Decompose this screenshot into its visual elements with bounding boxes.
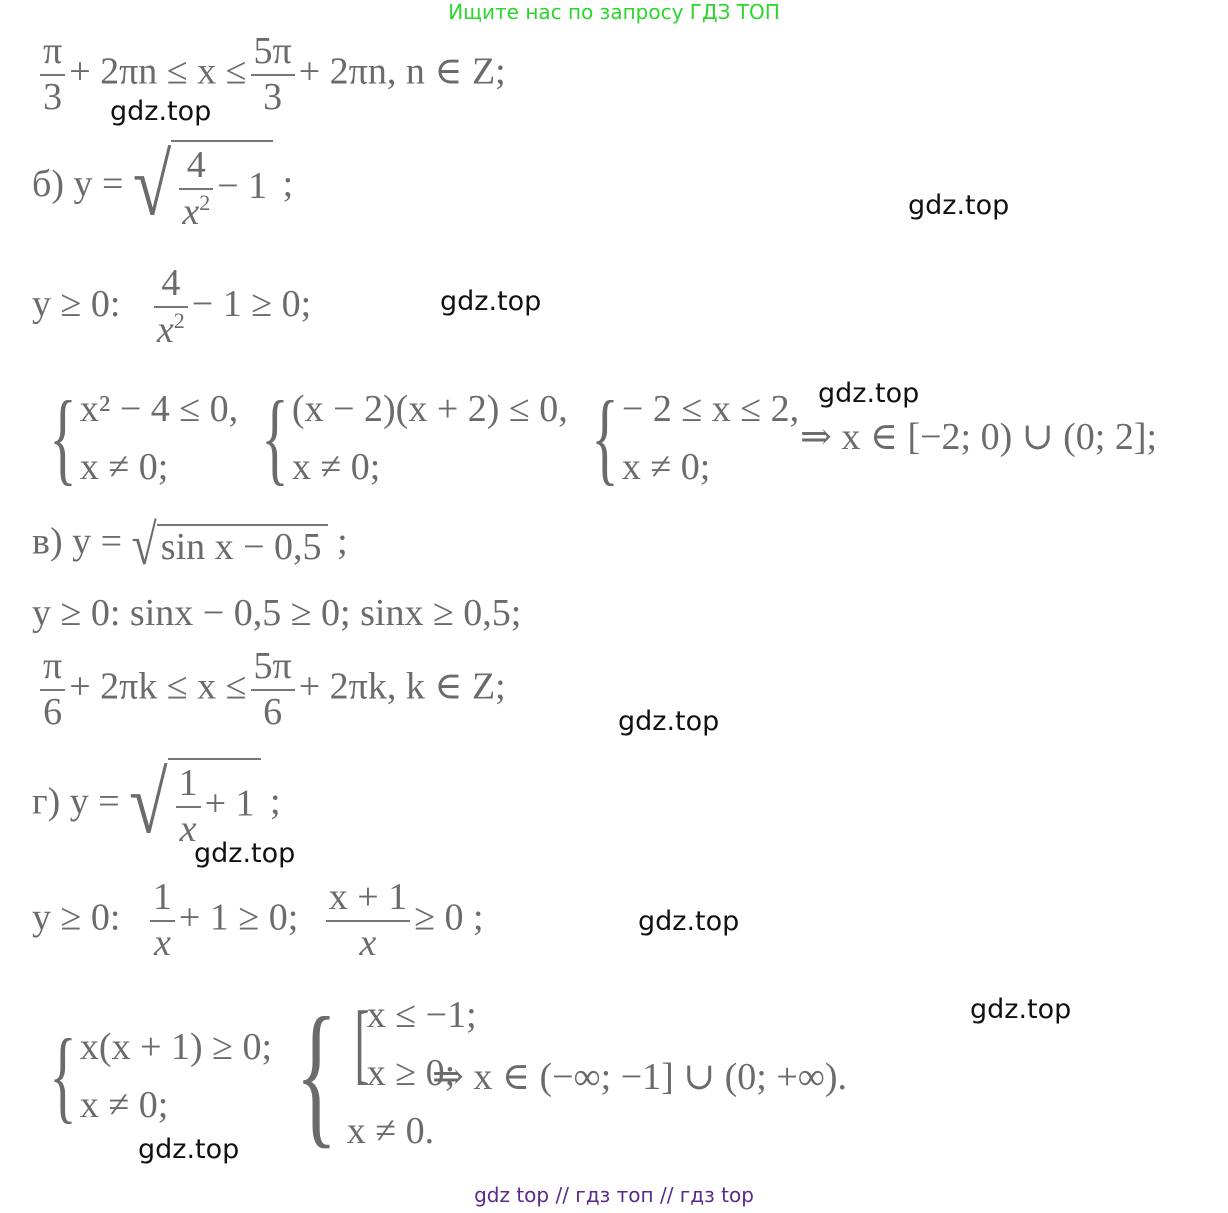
footer-links: gdz top // гдз топ // гдз top [474,1183,754,1207]
watermark: gdz.top [138,1134,240,1165]
fraction: $\frac{5\pi}{3}$ [251,30,295,119]
g-condition: y ≥ 0: $\frac{1}{x}$ + 1 ≥ 0; $\frac{x + 1}{x}$ ≥ 0 ; [32,876,484,964]
b-condition: y ≥ 0: $\frac{4}{x^2}$ − 1 ≥ 0; [32,262,312,351]
g-system-1: { x(x + 1) ≥ 0; x ≠ 0; [49,1018,273,1133]
v-condition: y ≥ 0: sinx − 0,5 ≥ 0; sinx ≥ 0,5; [32,592,522,634]
sqrt: √ $\frac{4}{x^2}$ − 1 [133,140,273,234]
b-system-1: { x² − 4 ≤ 0, x ≠ 0; [49,380,239,495]
fraction: $\frac{\pi}{3}$ [40,30,65,119]
v-range-line: $\frac{\pi}{6}$ + 2πk ≤ x ≤ $\frac{5\pi}{6}$ + 2πk, k ∈ Z; [36,645,506,734]
watermark: gdz.top [908,190,1010,221]
a-range-line: $\frac{\pi}{3}$ + 2πn ≤ x ≤ $\frac{5\pi}{3}$ + 2πn, n ∈ Z; [36,30,506,119]
watermark: gdz.top [618,706,720,737]
watermark: gdz.top [440,286,542,317]
b-system-3: { − 2 ≤ x ≤ 2, x ≠ 0; [591,380,800,495]
watermark: gdz.top [638,906,740,937]
b-system-2: { (x − 2)(x + 2) ≤ 0, x ≠ 0; [261,380,568,495]
search-banner: Ищите нас по запросу ГДЗ ТОП [448,0,780,24]
watermark: gdz.top [194,838,296,869]
b-result: ⇒ x ∈ [−2; 0) ∪ (0; 2]; [800,416,1158,458]
g-result: ⇒ x ∈ (−∞; −1] ∪ (0; +∞). [432,1056,848,1098]
watermark: gdz.top [818,378,920,409]
v-definition: в) y = √ sin x − 0,5 ; [32,512,348,577]
g-definition: г) y = √ $\frac{1}{x}$ + 1 ; [32,755,281,853]
g-system-2: { [ x ≤ −1; x ≥ 0; x ≠ 0. [295,984,477,1162]
watermark: gdz.top [110,96,212,127]
watermark: gdz.top [970,994,1072,1025]
b-definition: б) y = √ $\frac{4}{x^2}$ − 1 ; [32,138,294,235]
